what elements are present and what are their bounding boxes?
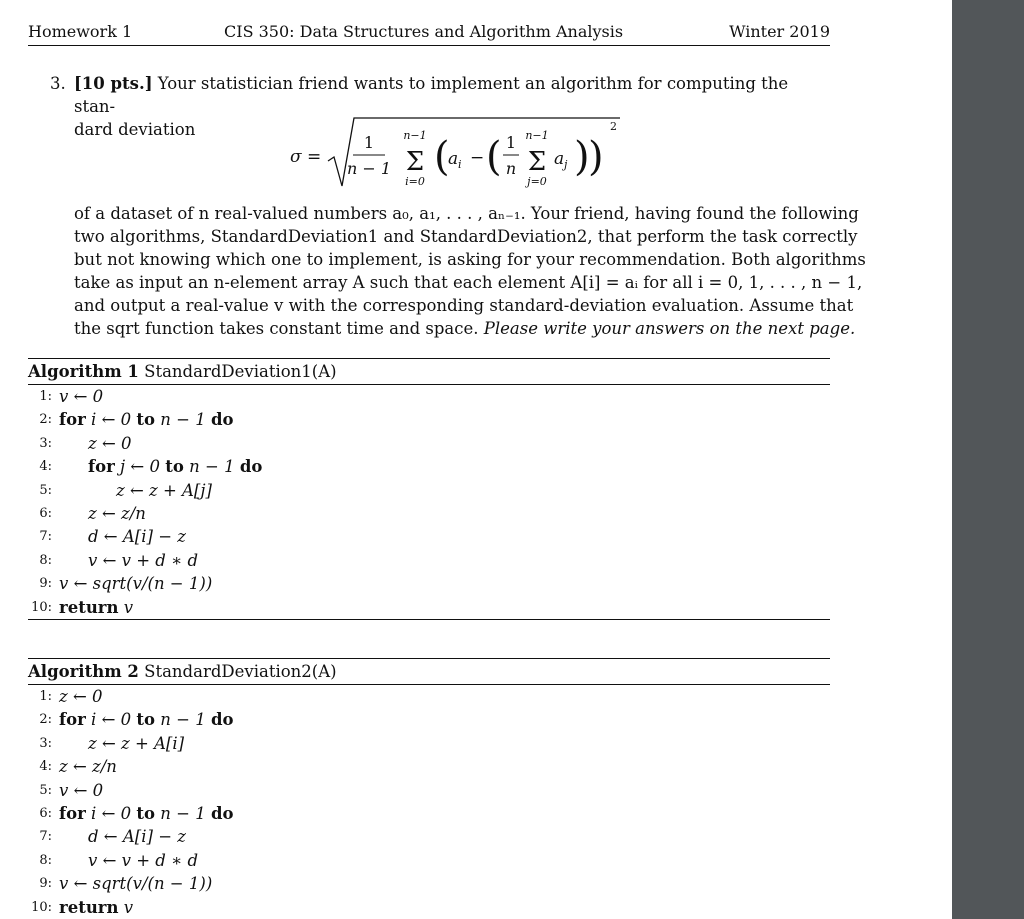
step-expression: z ← 0 [59, 687, 103, 706]
frac1-numerator: 1 [363, 133, 375, 152]
step-code [59, 385, 103, 408]
sum2-sigma: Σ [527, 147, 547, 177]
keyword: for [59, 410, 86, 430]
header-course-title: CIS 350: Data Structures and Algorithm Analysis [224, 22, 624, 41]
step-number: 10: [31, 899, 52, 915]
formula-exponent: 2 [610, 120, 617, 133]
problem-number: 3. [50, 74, 66, 93]
frac2-numerator: 1 [505, 133, 517, 152]
algorithm-step [28, 596, 830, 619]
step-number: 9: [39, 576, 52, 592]
paragraph-last-line [74, 317, 856, 340]
step-expression: d ← A[i] − z [88, 827, 186, 847]
step-number: 4: [39, 459, 52, 475]
problem-intro-line-2: dard deviation [74, 120, 196, 139]
algorithm-name: StandardDeviation1(A) [144, 362, 337, 381]
step-expression: i ← 0 [91, 803, 132, 823]
step-code [59, 708, 234, 731]
step-number: 3: [39, 435, 52, 451]
term-a: a [448, 149, 459, 169]
algorithm-1-block [28, 358, 830, 620]
algorithm-2-block [28, 658, 830, 919]
step-number: 6: [39, 505, 52, 521]
keyword: for [59, 710, 86, 730]
algorithm-step [28, 685, 830, 708]
algorithm-label: Algorithm 2 [28, 662, 139, 681]
viewer-scroll-gutter[interactable] [952, 0, 1024, 919]
problem-paragraph [74, 202, 866, 340]
step-expression: z ← z/n [88, 503, 146, 523]
step-number: 7: [39, 529, 52, 545]
step-number: 9: [39, 876, 52, 892]
step-code [59, 408, 234, 431]
step-code [59, 572, 212, 595]
step-number: 1: [39, 389, 52, 404]
sum1-lower: i=0 [405, 175, 425, 188]
step-code [88, 502, 146, 525]
keyword: return [59, 897, 119, 917]
algorithm-step [28, 432, 830, 455]
step-number: 6: [39, 805, 52, 821]
step-code [59, 755, 117, 778]
algorithm-step [28, 849, 830, 872]
step-expression: z ← 0 [88, 433, 132, 453]
step-expression: n − 1 [160, 803, 206, 823]
step-expression: v ← v + d ∗ d [88, 850, 199, 870]
keyword: to [136, 410, 156, 430]
big-paren-open-2: ( [486, 134, 502, 180]
algorithm-step [28, 479, 830, 502]
paragraph-emphasis: Please write your answers on the next page. [483, 319, 856, 338]
step-number: 10: [31, 599, 52, 615]
algorithm-name: StandardDeviation2(A) [144, 662, 337, 681]
page-header [28, 22, 830, 46]
keyword: to [136, 803, 156, 823]
algorithm-step [28, 408, 830, 431]
step-code [59, 802, 234, 825]
algorithm-step [28, 455, 830, 478]
step-expression: v [123, 597, 134, 617]
step-expression: j ← 0 [120, 457, 160, 477]
frac1-denominator: n − 1 [346, 159, 392, 178]
sum2-upper: n−1 [525, 129, 549, 142]
paragraph-line: two algorithms, StandardDeviation1 and StandardDeviation2, that perform the task correctly [74, 227, 858, 246]
paragraph-line: the sqrt function takes constant time and space. [74, 319, 479, 338]
sum2-lower: j=0 [527, 175, 547, 188]
step-code [88, 455, 262, 478]
step-expression: i ← 0 [91, 410, 132, 430]
keyword: do [239, 457, 263, 477]
step-code [59, 896, 133, 919]
step-code [88, 525, 186, 548]
big-paren-close-2: ) [574, 134, 590, 180]
algorithm-step [28, 502, 830, 525]
step-expression: v ← sqrt(v/(n − 1)) [59, 574, 213, 594]
step-expression: i ← 0 [91, 710, 132, 730]
step-number: 2: [39, 712, 52, 728]
big-paren-close: ) [588, 134, 604, 180]
step-expression: z ← z + A[j] [116, 480, 212, 500]
algorithm-steps [28, 385, 830, 619]
step-number: 5: [39, 782, 52, 798]
keyword: do [210, 710, 234, 730]
algorithm-step [28, 802, 830, 825]
algorithm-step [28, 732, 830, 755]
sum1-upper: n−1 [403, 129, 427, 142]
step-number: 2: [39, 412, 52, 428]
header-course-item: Homework 1 [28, 22, 133, 41]
problem-points: [10 pts.] [74, 74, 153, 93]
step-expression: n − 1 [160, 410, 206, 430]
term-aj-sub: j [564, 158, 568, 171]
step-expression: v [123, 897, 134, 917]
step-code [88, 849, 198, 872]
step-code [59, 779, 103, 802]
algorithm-step [28, 896, 830, 919]
keyword: for [88, 457, 115, 477]
step-expression: v ← 0 [59, 780, 104, 800]
algorithm-step [28, 708, 830, 731]
step-expression: n − 1 [189, 457, 235, 477]
algorithm-step [28, 525, 830, 548]
step-number: 7: [39, 829, 52, 845]
step-code [59, 685, 103, 708]
formula-lhs: σ = [290, 147, 322, 167]
problem-intro-line-1: Your statistician friend wants to implement an algorithm for computing the stan- [74, 74, 789, 116]
step-expression: n − 1 [160, 710, 206, 730]
step-code [59, 596, 133, 619]
step-expression: d ← A[i] − z [88, 527, 186, 547]
step-number: 5: [39, 482, 52, 498]
step-number: 8: [39, 852, 52, 868]
algorithm-bottom-rule [28, 619, 830, 620]
step-expression: z ← z/n [59, 757, 117, 777]
keyword: to [165, 457, 184, 477]
step-expression: z ← z + A[i] [88, 733, 185, 753]
step-number: 3: [39, 735, 52, 751]
step-code [88, 825, 186, 848]
step-expression: v ← v + d ∗ d [88, 550, 199, 570]
step-code [88, 549, 198, 572]
frac2-denominator: n [505, 159, 517, 178]
algorithm-caption [28, 359, 830, 385]
step-code [59, 872, 212, 895]
algorithm-step [28, 549, 830, 572]
algorithm-label: Algorithm 1 [28, 362, 139, 381]
formula-minus: − [470, 148, 485, 168]
paragraph-line: but not knowing which one to implement, is asking for your recommendation. Both algorithms [74, 250, 866, 269]
step-code [116, 479, 212, 502]
keyword: to [136, 710, 156, 730]
algorithm-steps [28, 685, 830, 919]
term-aj: a [554, 149, 565, 169]
paragraph-line: take as input an n-element array A such that each element A[i] = aᵢ for all i = 0, 1, . . . , n − 1, [74, 273, 863, 292]
std-dev-formula [290, 112, 650, 196]
term-a-sub: i [458, 158, 462, 171]
algorithm-step [28, 755, 830, 778]
algorithm-step [28, 572, 830, 595]
keyword: do [210, 803, 234, 823]
step-number: 8: [39, 552, 52, 568]
algorithm-step [28, 779, 830, 802]
step-number: 1: [39, 689, 52, 704]
keyword: for [59, 803, 86, 823]
algorithm-step [28, 385, 830, 408]
paragraph-line: and output a real-value v with the corresponding standard-deviation evaluation. Assume that [74, 296, 854, 315]
algorithm-caption [28, 659, 830, 685]
keyword: do [210, 410, 234, 430]
sum1-sigma: Σ [405, 147, 425, 177]
step-code [88, 432, 132, 455]
step-code [88, 732, 184, 755]
big-paren-open: ( [434, 134, 450, 180]
keyword: return [59, 597, 119, 617]
step-expression: v ← sqrt(v/(n − 1)) [59, 874, 213, 894]
paragraph-line: of a dataset of n real-valued numbers a₀, a₁, . . . , aₙ₋₁. Your friend, having found the following [74, 204, 859, 223]
step-number: 4: [39, 759, 52, 775]
step-expression: v ← 0 [59, 387, 104, 406]
header-term: Winter 2019 [729, 22, 830, 41]
algorithm-step [28, 825, 830, 848]
algorithm-step [28, 872, 830, 895]
